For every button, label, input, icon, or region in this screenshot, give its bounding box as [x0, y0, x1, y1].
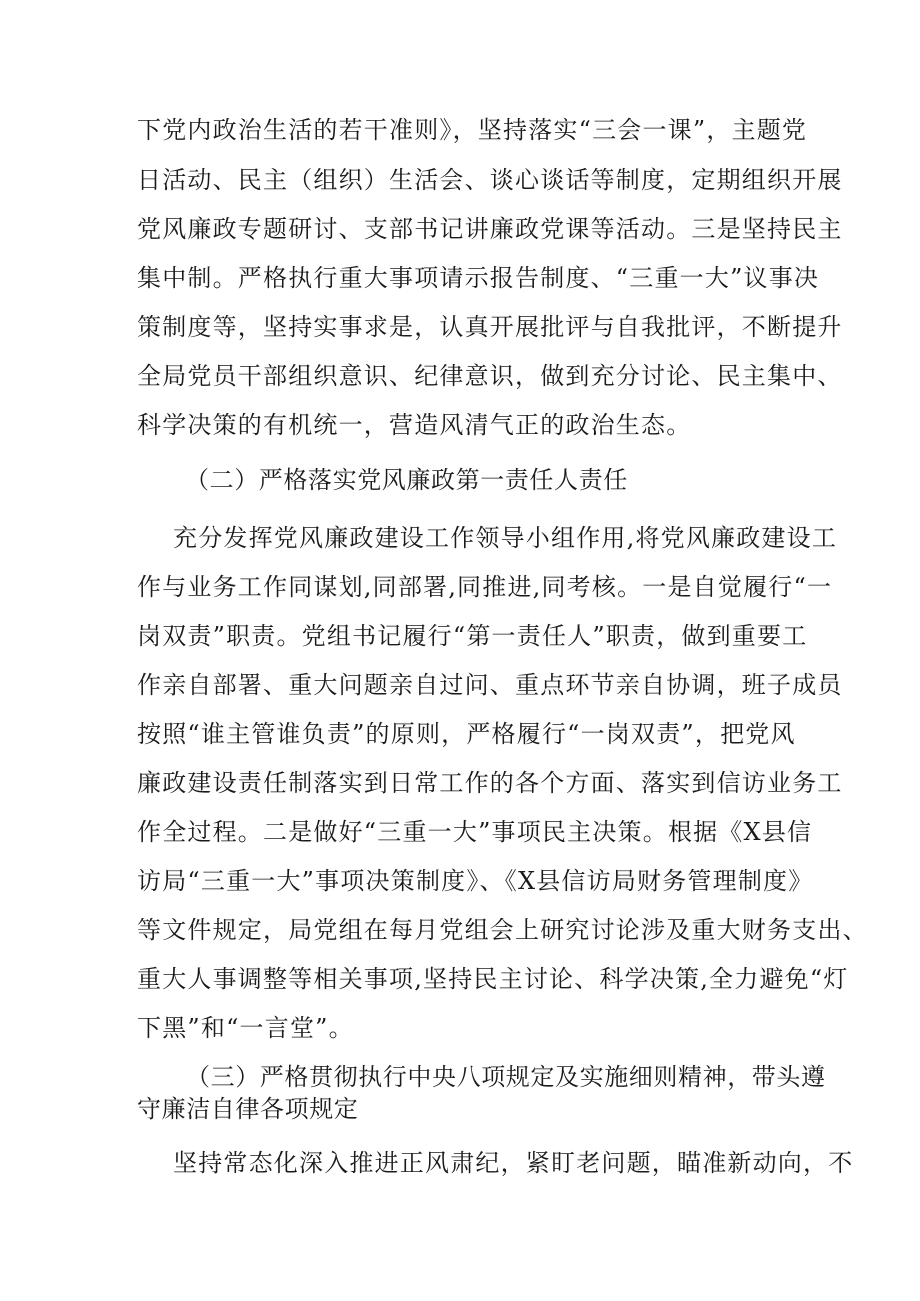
body-text-line: 策制度等，坚持实事求是，认真开展批评与自我批评，不断提升	[137, 313, 843, 341]
body-text-line: 按照“谁主管谁负责”的原则，严格履行“一岗双责”，把党风	[137, 720, 796, 748]
paragraph-first-line: 坚持常态化深入推进正风肃纪，紧盯老问题，瞄准新动向，不	[173, 1149, 854, 1177]
body-text-line: 日活动、民主（组织）生活会、谈心谈话等制度，定期组织开展	[137, 166, 843, 194]
section-heading-continued: 守廉洁自律各项规定	[137, 1095, 359, 1123]
body-text-line: 访局“三重一大”事项决策制度》、《X县信访局财务管理制度》	[137, 867, 814, 895]
body-text-line: 下党内政治生活的若干准则》，坚持落实“三会一课”，主题党	[137, 116, 808, 144]
body-text-line: 廉政建设责任制落实到日常工作的各个方面、落实到信访业务工	[137, 769, 843, 797]
body-text-line: 全局党员干部组织意识、纪律意识，做到充分讨论、民主集中、	[137, 362, 843, 390]
body-text-line: 科学决策的有机统一，营造风清气正的政治生态。	[137, 411, 692, 439]
body-text-line: 等文件规定，局党组在每月党组会上研究讨论涉及重大财务支出、	[137, 916, 868, 944]
body-text-line: 作全过程。二是做好“三重一大”事项民主决策。根据《X县信	[137, 818, 813, 846]
body-text-line: 党风廉政专题研讨、支部书记讲廉政党课等活动。三是坚持民主	[137, 215, 843, 243]
body-text-line: 作亲自部署、重大问题亲自过问、重点环节亲自协调，班子成员	[137, 671, 843, 699]
body-text-line: 下黑”和“一言堂”。	[137, 1014, 354, 1042]
paragraph-first-line: 充分发挥党风廉政建设工作领导小组作用,将党风廉政建设工	[173, 524, 838, 552]
body-text-line: 作与业务工作同谋划,同部署,同推进,同考核。一是自觉履行“一	[137, 573, 833, 601]
body-text-line: 重大人事调整等相关事项,坚持民主讨论、科学决策,全力避免“灯	[137, 965, 849, 993]
section-heading: （三）严格贯彻执行中央八项规定及实施细则精神，带头遵	[186, 1063, 826, 1091]
section-heading: （二）严格落实党风廉政第一责任人责任	[185, 466, 628, 494]
body-text-line: 集中制。严格执行重大事项请示报告制度、“三重一大”议事决	[137, 264, 820, 292]
body-text-line: 岗双责”职责。党组书记履行“第一责任人”职责，做到重要工	[137, 622, 808, 650]
